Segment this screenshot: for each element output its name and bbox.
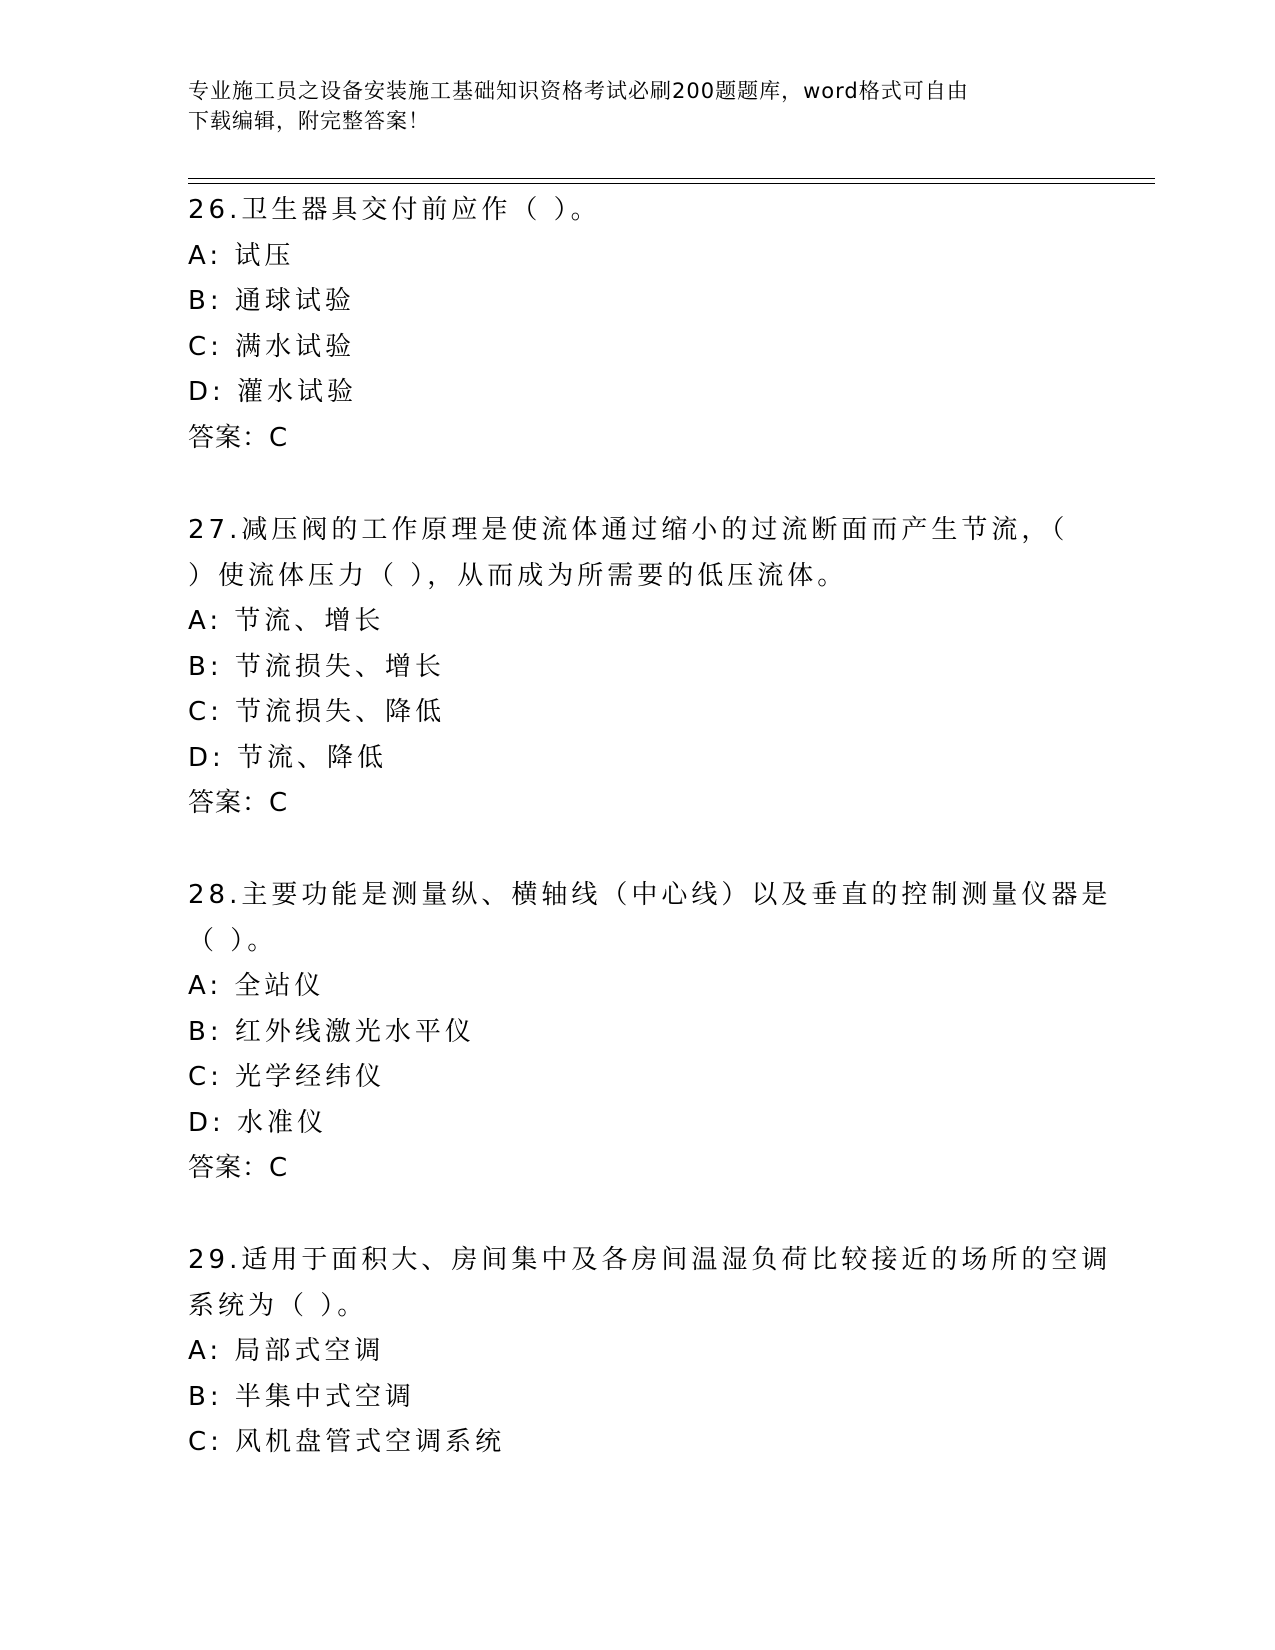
option-c: C: 满水试验 <box>188 331 356 362</box>
question-stem: 28.主要功能是测量纵、横轴线（中心线）以及垂直的控制测量仪器是 <box>188 880 1112 910</box>
option-a: A: 试压 <box>188 240 295 271</box>
option-d: D: 灌水试验 <box>188 377 358 407</box>
question-26 <box>188 188 1088 461</box>
answer: 答案：C <box>188 1153 289 1183</box>
header-line-1: 专业施工员之设备安装施工基础知识资格考试必刷200题题库，word格式可自由 <box>188 79 969 103</box>
option-c: C: 光学经纬仪 <box>188 1062 386 1092</box>
question-28 <box>188 873 1112 1192</box>
question-29 <box>188 1238 1112 1466</box>
question-stem-continued: 系统为（ ）。 <box>188 1290 368 1321</box>
question-27 <box>188 508 1088 827</box>
option-c: C: 节流损失、降低 <box>188 697 446 727</box>
option-a: A: 局部式空调 <box>188 1336 385 1366</box>
option-d: D: 水准仪 <box>188 1107 328 1138</box>
option-a: A: 节流、增长 <box>188 606 385 636</box>
header-divider-bottom <box>188 183 1155 184</box>
question-stem-continued: ）使流体压力（ ），从而成为所需要的低压流体。 <box>188 560 848 591</box>
question-stem: 27.减压阀的工作原理是使流体通过缩小的过流断面而产生节流，（ <box>188 515 1069 545</box>
question-stem: 29.适用于面积大、房间集中及各房间温湿负荷比较接近的场所的空调 <box>188 1245 1112 1275</box>
answer: 答案：C <box>188 422 289 453</box>
option-c: C: 风机盘管式空调系统 <box>188 1427 506 1457</box>
question-stem-continued: （ ）。 <box>188 925 278 956</box>
document-header <box>188 76 1088 136</box>
question-stem: 26.卫生器具交付前应作（ ）。 <box>188 195 601 225</box>
header-line-2: 下载编辑，附完整答案！ <box>188 109 430 133</box>
option-a: A: 全站仪 <box>188 971 325 1001</box>
option-b: B: 红外线激光水平仪 <box>188 1016 475 1047</box>
answer: 答案：C <box>188 788 289 818</box>
option-b: B: 半集中式空调 <box>188 1381 415 1412</box>
option-b: B: 通球试验 <box>188 286 355 316</box>
option-b: B: 节流损失、增长 <box>188 651 445 682</box>
option-d: D: 节流、降低 <box>188 742 388 773</box>
header-divider-top <box>188 178 1155 179</box>
